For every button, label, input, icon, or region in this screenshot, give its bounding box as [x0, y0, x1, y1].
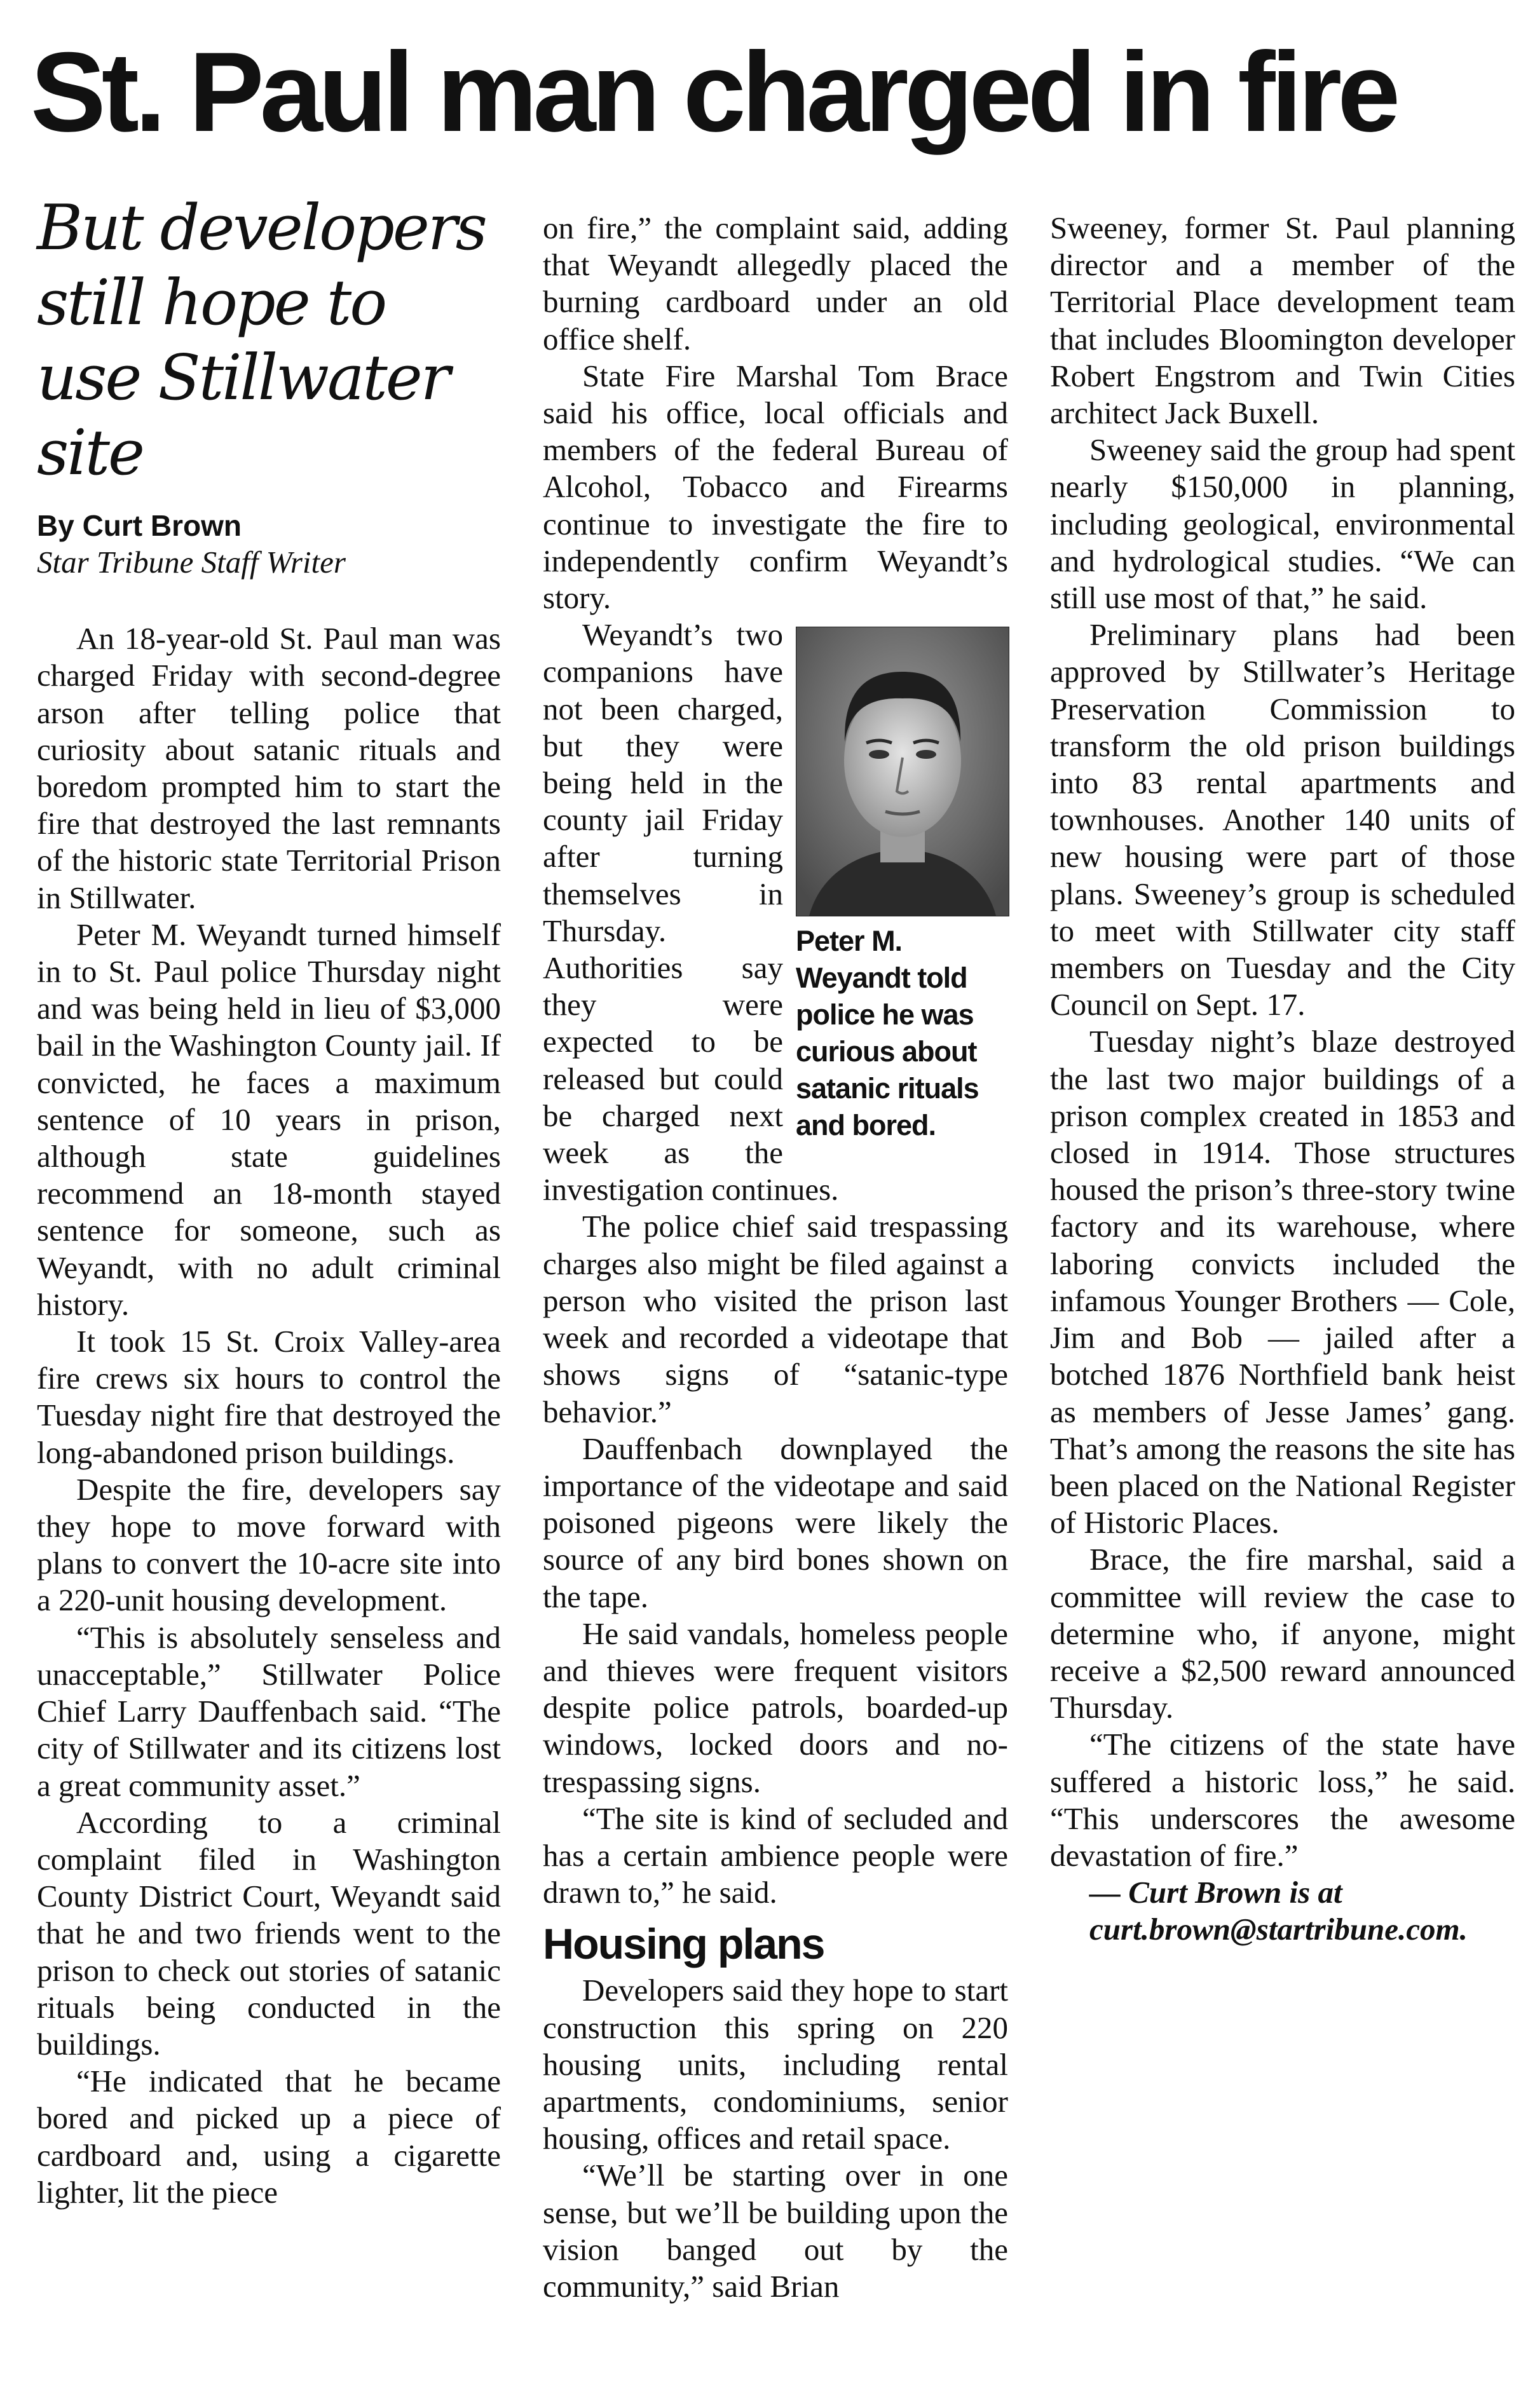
deck: But developers still hope to use Stillwater site: [37, 192, 486, 489]
paragraph: “The citizens of the state have suffered a historic loss,” he said. “This underscores the awesome devastation of fire.”: [1050, 1727, 1515, 1873]
byline: By Curt Brown: [37, 509, 242, 542]
paragraph: An 18-year-old St. Paul man was charged Friday with second-degree arson after telling police that curiosity about satanic rituals and boredom prompted him to start the fire that destroyed the last remnants of the historic state Territorial Prison in Stillwater.: [37, 621, 501, 915]
photo-caption: Peter M. Weyandt told police he was curious about satanic rituals and bored.: [796, 925, 979, 1142]
paragraph: Brace, the fire marshal, said a committee will review the case to determine who, if anyone, might receive a $2,500 reward announced Thursday.: [1050, 1542, 1515, 1725]
paragraph: Sweeney, former St. Paul planning director and a member of the Territorial Place development team that includes Bloomington developer Robert Engstrom and Twin Cities architect Jack Buxell.: [1050, 210, 1515, 431]
column-1: [37, 191, 501, 2211]
paragraph: State Fire Marshal Tom Brace said his office, local officials and members of the federal Bureau of Alcohol, Tobacco and Firearms continue to investigate the fire to independently confirm Weyandt’s story.: [543, 358, 1008, 616]
headline: St. Paul man charged in fire: [31, 29, 1396, 155]
paragraph: Preliminary plans had been approved by Stillwater’s Heritage Preservation Commission to transform the old prison buildings into 83 rental apartments and townhouses. Another 140 units of new housing were part of those plans. Sweeney’s group is scheduled to meet with Stillwater city staff members on Tuesday and the City Council on Sept. 17.: [1050, 617, 1515, 1023]
paragraph: Dauffenbach downplayed the importance of the videotape and said poisoned pigeons were likely the source of any bird bones shown on the tape.: [543, 1431, 1008, 1614]
paragraph: Despite the fire, developers say they hope to move forward with plans to convert the 10-acre site into a 220-unit housing development.: [37, 1471, 501, 1618]
paragraph: “The site is kind of secluded and has a certain ambience people were drawn to,” he said.: [543, 1800, 1008, 1910]
paragraph: The police chief said trespassing charges also might be filed against a person who visited the prison last week and recorded a videotape that shows signs of “satanic-type behavior.”: [543, 1209, 1008, 1429]
paragraph: “This is absolutely senseless and unacceptable,” Stillwater Police Chief Larry Dauffenbach said. “The city of Stillwater and its citizens lost a great community asset.”: [37, 1619, 501, 1803]
photo-block: [796, 627, 1009, 1144]
paragraph: Developers said they hope to start construction this spring on 220 housing units, including rental apartments, condominiums, senior housing, offices and retail space.: [543, 1973, 1008, 2156]
paragraph: Sweeney said the group had spent nearly $150,000 in planning, including geological, environmental and hydrological studies. “We can still use most of that,” he said.: [1050, 432, 1515, 616]
paragraph: He said vandals, homeless people and thieves were frequent visitors despite police patrols, boarded-up windows, locked doors and no-trespassing signs.: [543, 1616, 1008, 1799]
paragraph: According to a criminal complaint filed in Washington County District Court, Weyandt said that he and two friends went to the prison to check out stories of satanic rituals being conducted in the buildings.: [37, 1804, 501, 2062]
column-2: [543, 210, 1008, 2305]
mugshot-photo: [796, 627, 1009, 916]
paragraph: on fire,” the complaint said, adding that Weyandt allegedly placed the burning cardboard under an old office shelf.: [543, 210, 1008, 357]
subhead: Housing plans: [543, 1920, 824, 1969]
paragraph: “We’ll be starting over in one sense, but we’ll be building upon the vision banged out by the community,” said Brian: [543, 2158, 1008, 2304]
column-3: [1050, 210, 1515, 1949]
portrait-image: [796, 627, 1009, 916]
author-contact: [1050, 1874, 1515, 1948]
paragraph: Tuesday night’s blaze destroyed the last two major buildings of a prison complex created in 1853 and closed in 1914. Those structures housed the prison’s three-story twine factory and its warehouse, where laboring convicts included the infamous Younger Brothers — Cole, Jim and Bob — jailed after a botched 1876 Northfield bank heist as members of Jesse James’ gang. That’s among the reasons the site has been placed on the National Register of Historic Places.: [1050, 1024, 1515, 1541]
paragraph: “He indicated that he became bored and picked up a piece of cardboard and, using a cigarette lighter, lit the piece: [37, 2064, 501, 2210]
paragraph: Weyandt’s two companions have not been charged, but they were being held in the county jail Friday after turning themselves in Thursday. Authorities say they were expected to be released but could be charged next week as the investigation continues.: [543, 617, 839, 1207]
staff-title: Star Tribune Staff Writer: [37, 545, 346, 580]
paragraph: Peter M. Weyandt turned himself in to St. Paul police Thursday night and was being held in lieu of $3,000 bail in the Washington County jail. If convicted, he faces a maximum sentence of 10 years in prison, although state guidelines recommend an 18-month stayed sentence for someone, such as Weyandt, with no adult criminal history.: [37, 916, 501, 1322]
paragraph: It took 15 St. Croix Valley-area fire crews six hours to control the Tuesday night fire that destroyed the long-abandoned prison buildings.: [37, 1324, 501, 1470]
signoff-email: curt.brown@startribune.com.: [1089, 1912, 1468, 1947]
signoff-line-1: — Curt Brown is at: [1089, 1875, 1342, 1910]
